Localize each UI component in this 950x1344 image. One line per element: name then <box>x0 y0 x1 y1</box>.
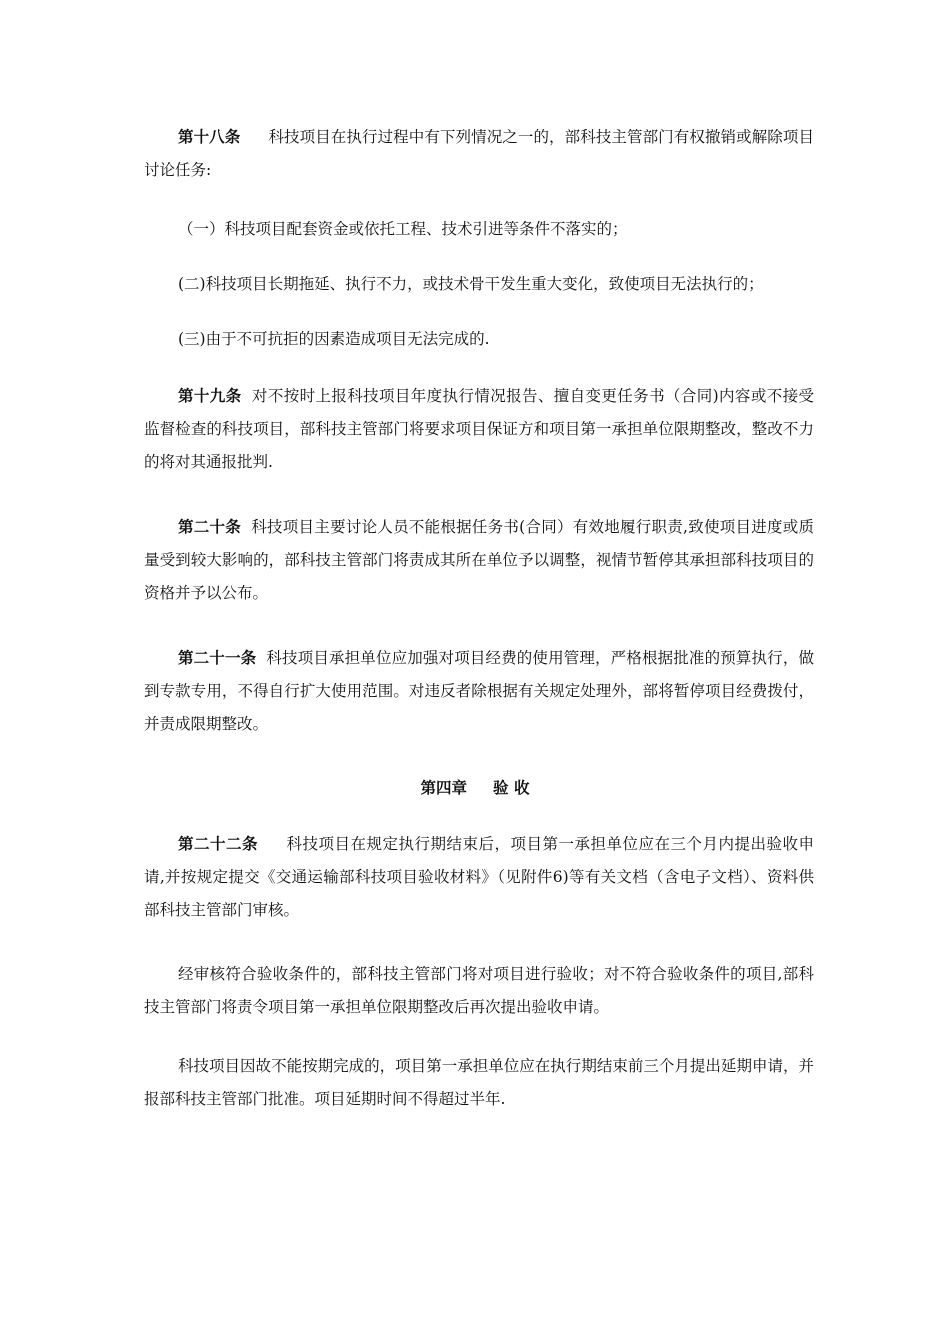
article-21-paragraph <box>144 641 814 741</box>
chapter-number: 第四章 <box>420 778 468 797</box>
article-18-body: 科技项目在执行过程中有下列情况之一的，部科技主管部门有权撤销或解除项目讨论任务: <box>144 128 814 179</box>
article-20-body: 科技项目主要讨论人员不能根据任务书(合同）有效地履行职责,致使项目进度或质量受到较大影响的，部科技主管部门将责成其所在单位予以调整，视情节暂停其承担部科技项目的资格并予以公布。 <box>144 518 814 602</box>
article-21-body: 科技项目承担单位应加强对项目经费的使用管理，严格根据批准的预算执行，做到专款专用，不得自行扩大使用范围。对违反者除根据有关规定处理外，部将暂停项目经费拨付，并责成限期整改。 <box>144 649 814 733</box>
article-21-heading: 第二十一条 <box>178 648 257 667</box>
article-18-heading: 第十八条 <box>178 127 241 146</box>
article-22-paragraph <box>144 827 814 927</box>
chapter-name: 验 收 <box>493 778 530 797</box>
article-19-heading: 第十九条 <box>178 386 242 405</box>
article-19-body: 对不按时上报科技项目年度执行情况报告、擅自变更任务书（合同)内容或不接受监督检查的科技项目，部科技主管部门将要求项目保证方和项目第一承担单位限期整改，整改不力的将对其通报批判. <box>144 387 814 471</box>
article-22-body: 科技项目在规定执行期结束后，项目第一承担单位应在三个月内提出验收申请,并按规定提交《交通运输部科技项目验收材料》（见附件6)等有关文档（含电子文档）、资料供部科技主管部门审核。 <box>144 835 814 919</box>
paragraph-extension: 科技项目因故不能按期完成的，项目第一承担单位应在执行期结束前三个月提出延期申请，并报部科技主管部门批准。项目延期时间不得超过半年. <box>144 1057 814 1108</box>
article-18-paragraph <box>144 120 814 187</box>
article-22-heading: 第二十二条 <box>178 834 258 853</box>
article-18-item-3: (三)由于不可抗拒的因素造成项目无法完成的. <box>178 330 490 348</box>
article-20-paragraph <box>144 510 814 610</box>
chapter-4-title <box>0 771 950 804</box>
paragraph-approval: 经审核符合验收条件的，部科技主管部门将对项目进行验收；对不符合验收条件的项目,部科技主管部门将责令项目第一承担单位限期整改后再次提出验收申请。 <box>144 965 814 1016</box>
article-20-heading: 第二十条 <box>178 517 242 536</box>
article-18-item-2: (二)科技项目长期拖延、执行不力，或技术骨干发生重大变化，致使项目无法执行的； <box>178 275 764 293</box>
article-18-item-1: （一）科技项目配套资金或依托工程、技术引进等条件不落实的； <box>178 220 628 238</box>
article-19-paragraph <box>144 379 814 479</box>
